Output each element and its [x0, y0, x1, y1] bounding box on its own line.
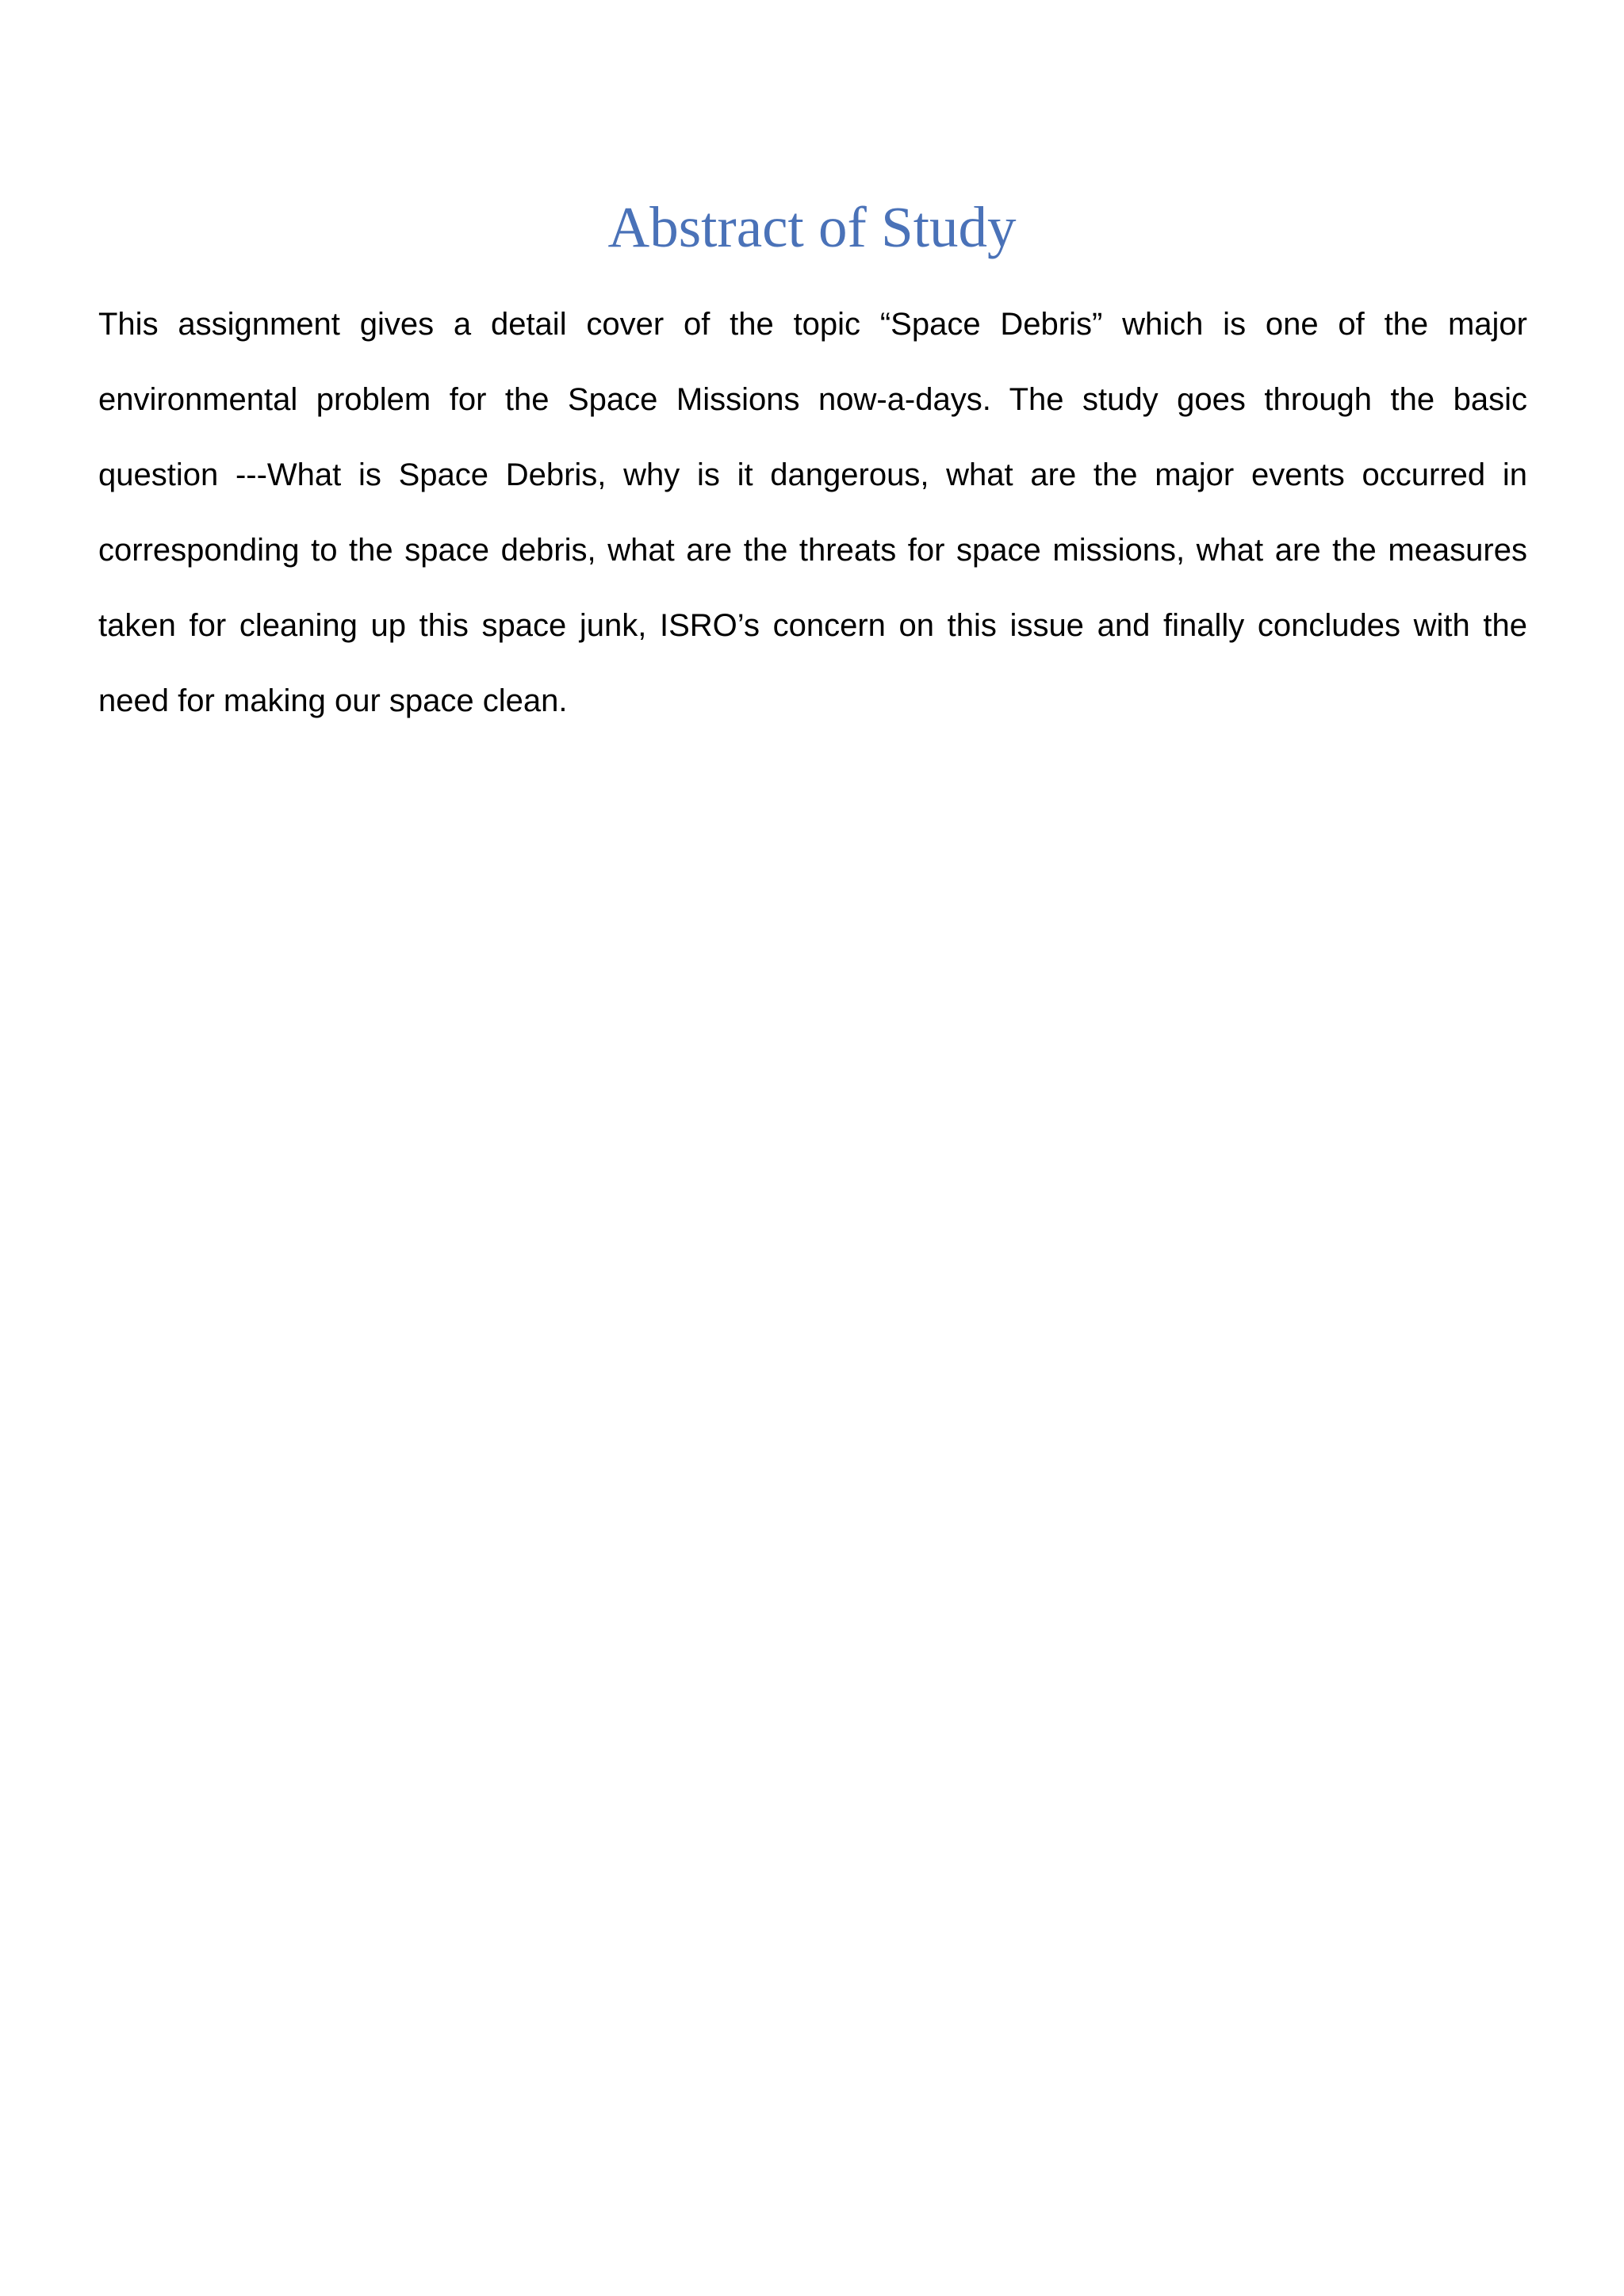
abstract-paragraph: This assignment gives a detail cover of the topic “Space Debris” which is one of the major environmental problem for the Space Missions now-a-days. The study goes through the basic question ---What is Space Debris, why is it dangerous, what are the major events occurred in corresponding to the space debris, what are the threats for space missions, what are the measures taken for cleaning up this space junk, ISRO’s concern on this issue and finally concludes with the need for making our space clean. [98, 307, 1527, 718]
page-title: Abstract of Study [607, 195, 1017, 259]
